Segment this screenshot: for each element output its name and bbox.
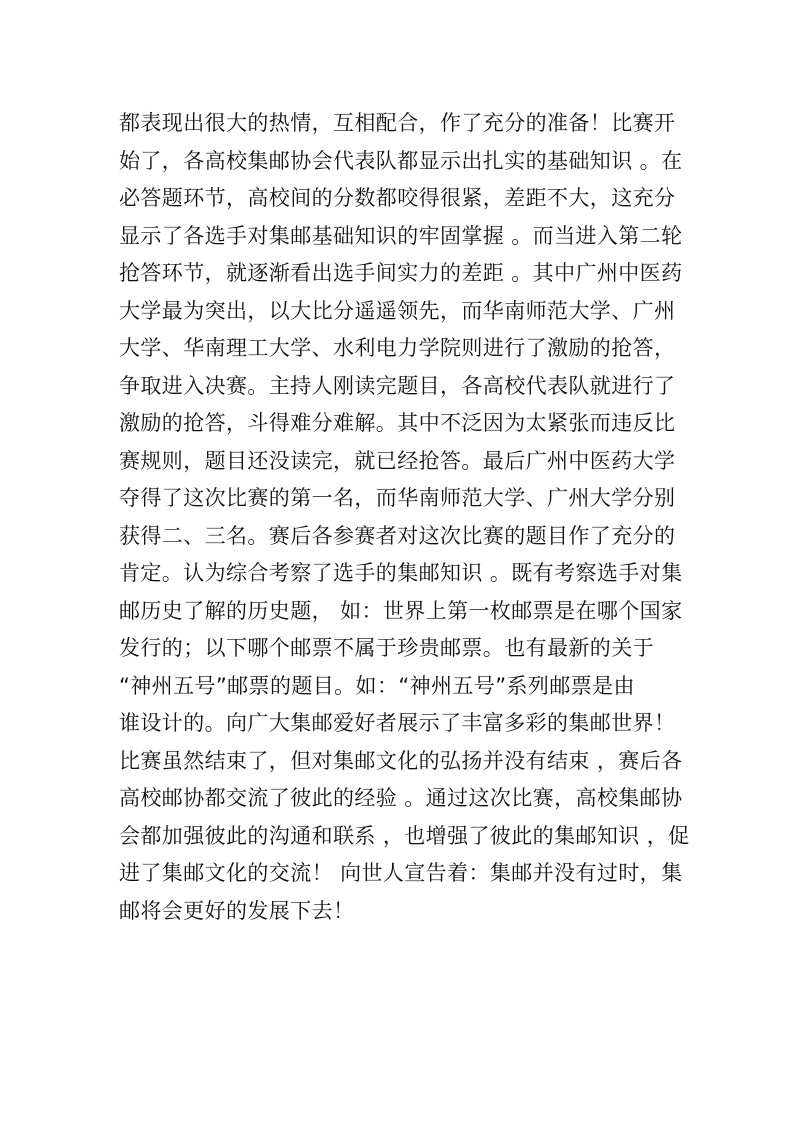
text-line: 始了，各高校集邮协会代表队都显示出扎实的基础知识 。在 [119,148,683,173]
text-line: 比赛虽然结束了，但对集邮文化的弘扬并没有结束 ，赛后各 [119,748,683,773]
text-line: 获得二、三名。赛后各参赛者对这次比赛的题目作了充分的 [119,523,676,548]
text-line: 邮历史了解的历史题， 如：世界上第一枚邮票是在哪个国家 [119,598,683,623]
text-line: “神州五号”邮票的题目。如：“神州五号”系列邮票是由 [119,673,635,698]
body-paragraph [119,105,689,930]
text-line: 大学最为突出，以大比分遥遥领先，而华南师范大学、广州 [119,298,676,323]
text-line: 都表现出很大的热情，互相配合，作了充分的准备！比赛开 [119,111,676,135]
text-line: 进了集邮文化的交流！ 向世人宣告着：集邮并没有过时，集 [119,861,683,885]
text-line: 会都加强彼此的沟通和联系 ，也增强了彼此的集邮知识 ，促 [119,823,690,848]
text-line: 抢答环节，就逐渐看出选手间实力的差距 。其中广州中医药 [119,261,683,285]
text-line: 必答题环节，高校间的分数都咬得很紧，差距不大，这充分 [119,186,676,210]
text-line: 肯定。认为综合考察了选手的集邮知识 。既有考察选手对集 [119,561,683,585]
text-line: 争取进入决赛。主持人刚读完题目，各高校代表队就进行了 [119,373,676,398]
text-line: 激励的抢答，斗得难分难解。其中不泛因为太紧张而违反比 [119,411,676,435]
text-line: 邮将会更好的发展下去！ [119,898,355,923]
text-line: 发行的；以下哪个邮票不属于珍贵邮票。也有最新的关于 [119,636,654,660]
text-line: 赛规则，题目还没读完，就已经抢答。最后广州中医药大学 [119,448,676,473]
text-line: 谁设计的。向广大集邮爱好者展示了丰富多彩的集邮世界！ [119,711,676,735]
text-line: 大学、华南理工大学、水利电力学院则进行了激励的抢答， [119,336,676,360]
text-line: 夺得了这次比赛的第一名，而华南师范大学、广州大学分别 [119,486,676,510]
text-line: 显示了各选手对集邮基础知识的牢固掌握 。而当进入第二轮 [119,223,683,248]
text-line: 高校邮协都交流了彼此的经验 。通过这次比赛，高校集邮协 [119,786,683,810]
